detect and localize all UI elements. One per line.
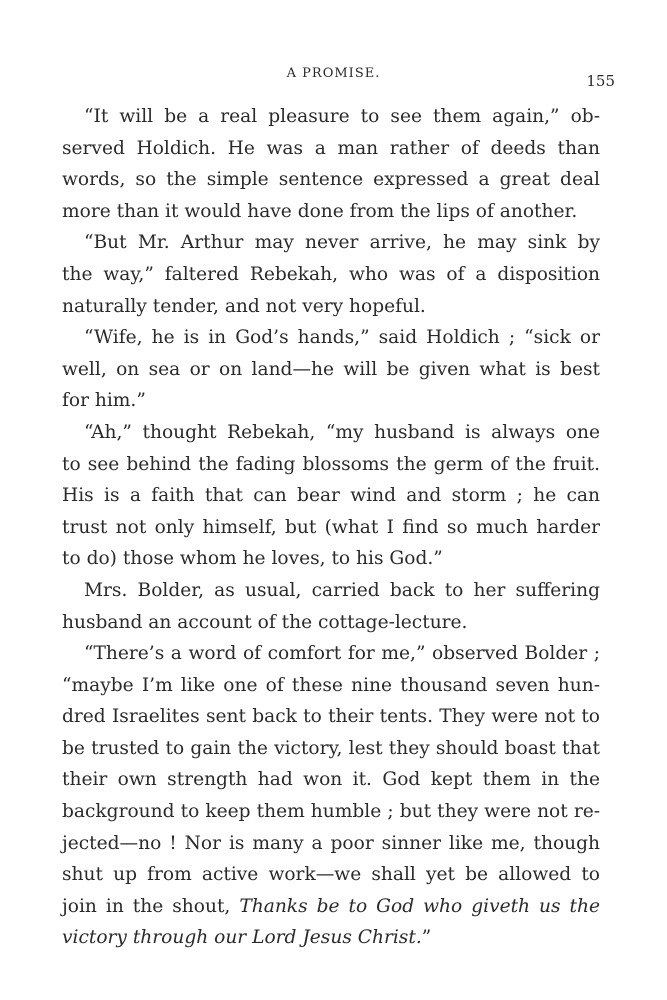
text-line xyxy=(62,922,600,954)
text-line: for him.” xyxy=(62,390,146,412)
text-line: to do) those whom he loves, to his God.” xyxy=(62,548,443,570)
text-line: more than it would have done from the lips of another. xyxy=(62,200,578,222)
text-line: be trusted to gain the victory, lest they should boast that xyxy=(62,737,600,759)
scripture-quote: victory through our Lord Jesus Christ. xyxy=(62,927,422,949)
text-line: “Ah,” thought Rebekah, “my husband is always one xyxy=(84,421,600,443)
text-line xyxy=(62,891,600,923)
closing-quote: ” xyxy=(421,927,432,949)
text-line: to see behind the fading blossoms the germ of the fruit. xyxy=(62,453,600,475)
text-line: background to keep them humble ; but they were not re- xyxy=(62,801,600,823)
text-line: husband an account of the cottage-lecture. xyxy=(62,611,468,633)
text-segment: join in the shout, xyxy=(62,895,231,917)
text-line: “maybe I’m like one of these nine thousand seven hun- xyxy=(62,674,600,696)
body-text xyxy=(62,101,600,954)
running-title: A PROMISE. xyxy=(286,66,381,81)
text-line: His is a faith that can bear wind and storm ; he can xyxy=(62,485,600,507)
text-line: their own strength had won it. God kept them in the xyxy=(62,769,600,791)
text-line: jected—no ! Nor is many a poor sinner like me, though xyxy=(62,832,600,854)
text-line: words, so the simple sentence expressed a great deal xyxy=(62,169,600,191)
text-line: naturally tender, and not very hopeful. xyxy=(62,295,426,317)
scripture-quote: Thanks be to God who giveth us the xyxy=(239,895,601,917)
page-number: 155 xyxy=(586,72,615,90)
text-line: Mrs. Bolder, as usual, carried back to her suffering xyxy=(84,579,600,601)
text-line: the way,” faltered Rebekah, who was of a disposition xyxy=(62,263,600,285)
text-line: “There’s a word of comfort for me,” observed Bolder ; xyxy=(84,643,600,665)
text-line: “Wife, he is in God’s hands,” said Holdich ; “sick or xyxy=(84,327,600,349)
text-line: shut up from active work—we shall yet be allowed to xyxy=(62,864,600,886)
text-line: well, on sea or on land—he will be given what is best xyxy=(62,358,600,380)
text-line: trust not only himself, but (what I find so much harder xyxy=(62,516,600,538)
text-line: served Holdich. He was a man rather of deeds than xyxy=(62,137,600,159)
text-line: dred Israelites sent back to their tents. They were not to xyxy=(62,706,600,728)
text-line: “It will be a real pleasure to see them again,” ob- xyxy=(84,106,600,127)
text-line: “But Mr. Arthur may never arrive, he may sink by xyxy=(84,232,600,254)
